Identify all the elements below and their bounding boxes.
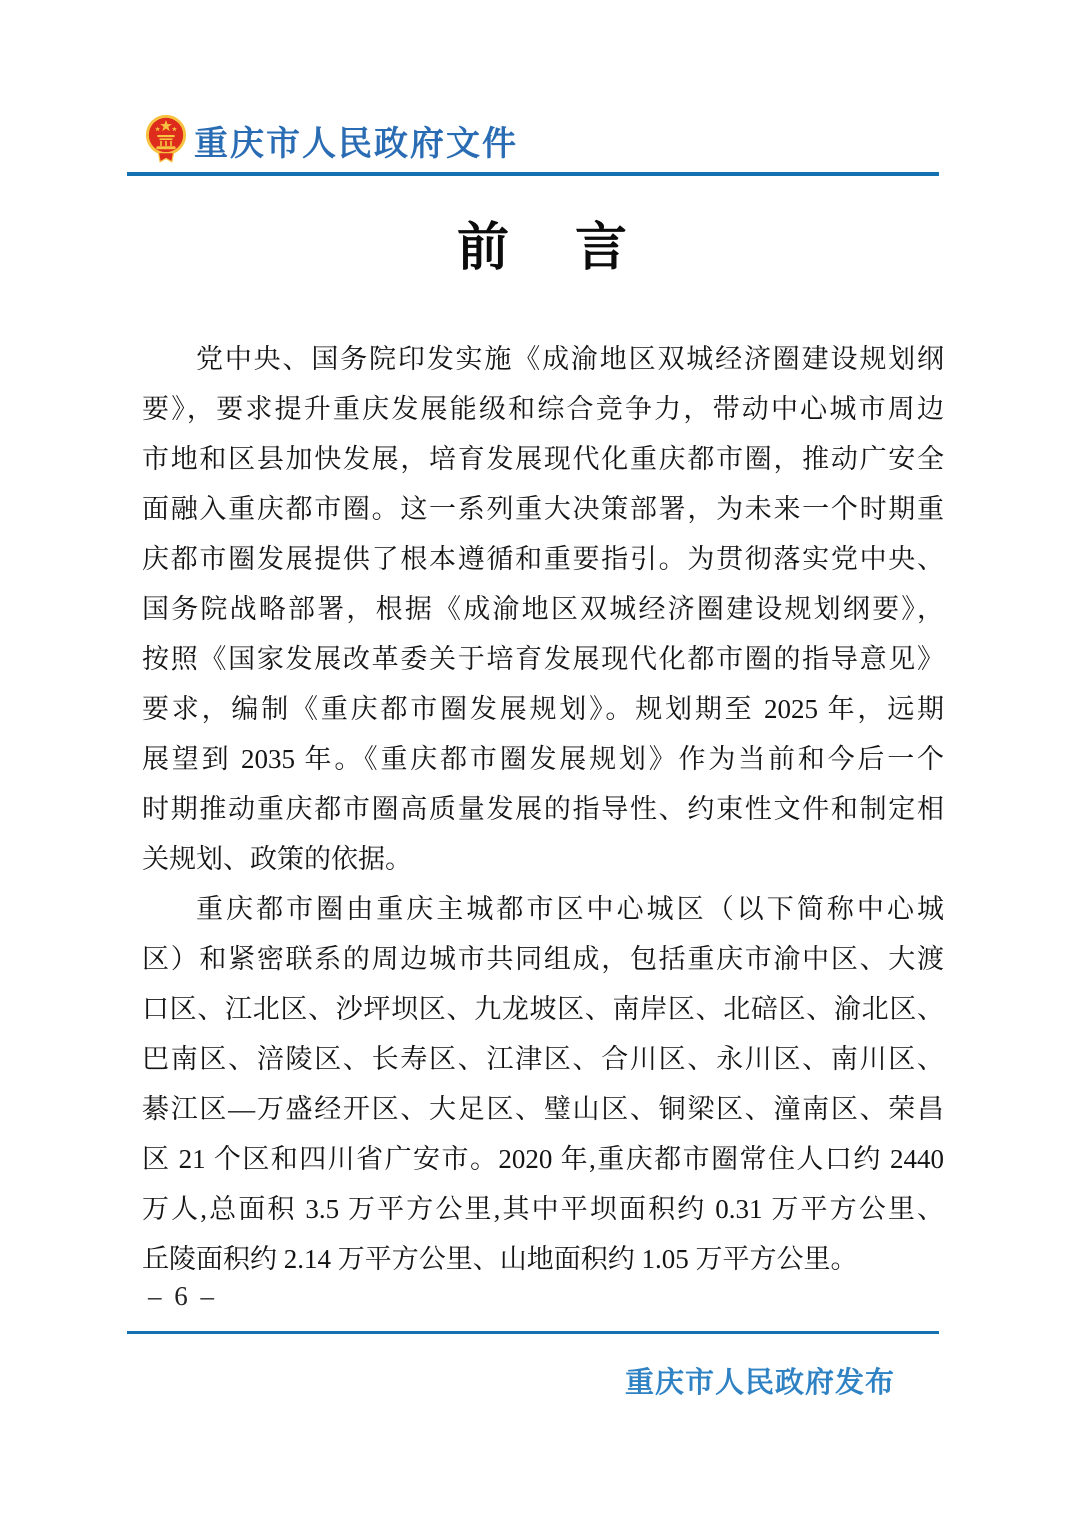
paragraph-2-line: 丘陵面积约 2.14 万平方公里、山地面积约 1.05 万平方公里。 xyxy=(142,1244,858,1274)
page-title xyxy=(142,218,942,280)
paragraph-2-line: 区 21 个区和四川省广安市。2020 年,重庆都市圈常住人口约 2440 xyxy=(142,1144,944,1174)
paragraph-1-line: 庆都市圈发展提供了根本遵循和重要指引。为贯彻落实党中央、 xyxy=(142,544,944,574)
header-org-title: 重庆市人民政府文件 xyxy=(194,125,518,163)
paragraph-2-line: 重庆都市圈由重庆主城都市区中心城区（以下简称中心城 xyxy=(196,894,944,924)
paragraph-1-line: 关规划、政策的依据。 xyxy=(142,844,412,874)
paragraph-2-line: 区）和紧密联系的周边城市共同组成，包括重庆市渝中区、大渡 xyxy=(142,944,944,974)
paragraph-1-line: 面融入重庆都市圈。这一系列重大决策部署，为未来一个时期重 xyxy=(142,494,944,524)
paragraph-2-line: 万人,总面积 3.5 万平方公里,其中平坝面积约 0.31 万平方公里、 xyxy=(142,1194,944,1224)
footer-publisher: 重庆市人民政府发布 xyxy=(624,1367,895,1399)
header-divider-line xyxy=(127,172,939,176)
national-emblem-icon xyxy=(145,114,187,166)
paragraph-2-line: 口区、江北区、沙坪坝区、九龙坡区、南岸区、北碚区、渝北区、 xyxy=(142,994,944,1024)
paragraph-1-line: 国务院战略部署，根据《成渝地区双城经济圈建设规划纲要》， xyxy=(142,594,944,624)
page-title-char-left: 前 xyxy=(456,220,509,277)
paragraph-1-line: 按照《国家发展改革委关于培育发展现代化都市圈的指导意见》 xyxy=(142,644,944,674)
paragraph-1-line: 时期推动重庆都市圈高质量发展的指导性、约束性文件和制定相 xyxy=(142,794,944,824)
paragraph-1-line: 市地和区县加快发展，培育发展现代化重庆都市圈，推动广安全 xyxy=(142,444,944,474)
footer-divider-line xyxy=(127,1331,939,1334)
paragraph-1-line: 展望到 2035 年。《重庆都市圈发展规划》作为当前和今后一个 xyxy=(142,744,944,774)
paragraph-1-line: 要求，编制《重庆都市圈发展规划》。规划期至 2025 年，远期 xyxy=(142,694,944,724)
paragraph-2-line: 巴南区、涪陵区、长寿区、江津区、合川区、永川区、南川区、 xyxy=(142,1044,944,1074)
paragraph-2-line: 綦江区—万盛经开区、大足区、璧山区、铜梁区、潼南区、荣昌 xyxy=(142,1094,944,1124)
document-body xyxy=(142,334,944,1284)
page-number: – 6 – xyxy=(148,1281,217,1311)
document-header xyxy=(145,114,518,166)
paragraph-1-line: 党中央、国务院印发实施《成渝地区双城经济圈建设规划纲 xyxy=(196,344,944,374)
page-title-char-right: 言 xyxy=(575,220,628,277)
paragraph-1-line: 要》，要求提升重庆发展能级和综合竞争力，带动中心城市周边 xyxy=(142,394,944,424)
